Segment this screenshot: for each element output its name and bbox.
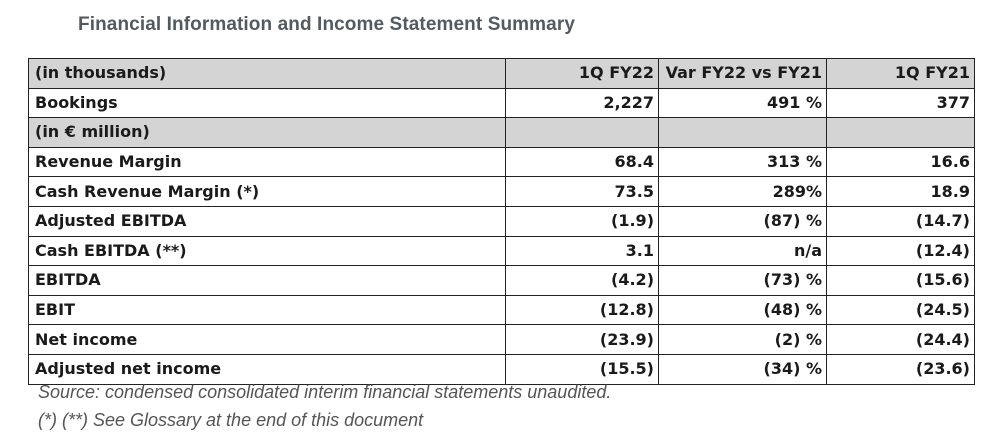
row-label: (in € million) xyxy=(29,118,506,148)
table-row xyxy=(29,88,975,118)
cell-1q-fy22: (15.5) xyxy=(506,354,659,384)
row-label: Adjusted net income xyxy=(29,354,506,384)
row-label: EBITDA xyxy=(29,266,506,296)
table-header-row xyxy=(29,59,975,89)
cell-1q-fy21: (14.7) xyxy=(827,206,975,236)
cell-1q-fy22: 2,227 xyxy=(506,88,659,118)
cell-1q-fy21: (12.4) xyxy=(827,236,975,266)
cell-variance: 313 % xyxy=(659,147,827,177)
cell-1q-fy22: 3.1 xyxy=(506,236,659,266)
cell-variance: (48) % xyxy=(659,295,827,325)
cell-1q-fy21: 377 xyxy=(827,88,975,118)
cell-variance: (73) % xyxy=(659,266,827,296)
cell-variance xyxy=(659,118,827,148)
table-row xyxy=(29,147,975,177)
table-row xyxy=(29,177,975,207)
row-label: Revenue Margin xyxy=(29,147,506,177)
cell-1q-fy21: 18.9 xyxy=(827,177,975,207)
page-title: Financial Information and Income Statement Summary xyxy=(78,14,575,35)
header-cell-1q-fy21: 1Q FY21 xyxy=(827,59,975,89)
row-label: Cash Revenue Margin (*) xyxy=(29,177,506,207)
row-label: Adjusted EBITDA xyxy=(29,206,506,236)
table-row xyxy=(29,266,975,296)
header-cell-1q-fy22: 1Q FY22 xyxy=(506,59,659,89)
cell-variance: 491 % xyxy=(659,88,827,118)
cell-1q-fy22: 73.5 xyxy=(506,177,659,207)
cell-1q-fy21 xyxy=(827,118,975,148)
cell-variance: (87) % xyxy=(659,206,827,236)
table-section-row xyxy=(29,118,975,148)
table-row xyxy=(29,236,975,266)
table-row xyxy=(29,206,975,236)
cell-1q-fy22: 68.4 xyxy=(506,147,659,177)
row-label: EBIT xyxy=(29,295,506,325)
cell-variance: (2) % xyxy=(659,325,827,355)
cell-1q-fy22: (12.8) xyxy=(506,295,659,325)
row-label: Net income xyxy=(29,325,506,355)
cell-1q-fy22: (23.9) xyxy=(506,325,659,355)
row-label: Bookings xyxy=(29,88,506,118)
source-note: Source: condensed consolidated interim financial statements unaudited. xyxy=(38,382,612,402)
cell-variance: (34) % xyxy=(659,354,827,384)
cell-1q-fy21: (15.6) xyxy=(827,266,975,296)
cell-variance: 289% xyxy=(659,177,827,207)
cell-1q-fy21: (24.4) xyxy=(827,325,975,355)
header-cell-unit: (in thousands) xyxy=(29,59,506,89)
header-cell-variance: Var FY22 vs FY21 xyxy=(659,59,827,89)
income-statement-table xyxy=(28,58,975,385)
row-label: Cash EBITDA (**) xyxy=(29,236,506,266)
cell-1q-fy21: 16.6 xyxy=(827,147,975,177)
cell-1q-fy21: (23.6) xyxy=(827,354,975,384)
table-row xyxy=(29,295,975,325)
table-row xyxy=(29,325,975,355)
glossary-note: (*) (**) See Glossary at the end of this document xyxy=(38,410,424,430)
cell-1q-fy21: (24.5) xyxy=(827,295,975,325)
cell-1q-fy22 xyxy=(506,118,659,148)
table-row xyxy=(29,354,975,384)
cell-1q-fy22: (4.2) xyxy=(506,266,659,296)
cell-variance: n/a xyxy=(659,236,827,266)
cell-1q-fy22: (1.9) xyxy=(506,206,659,236)
